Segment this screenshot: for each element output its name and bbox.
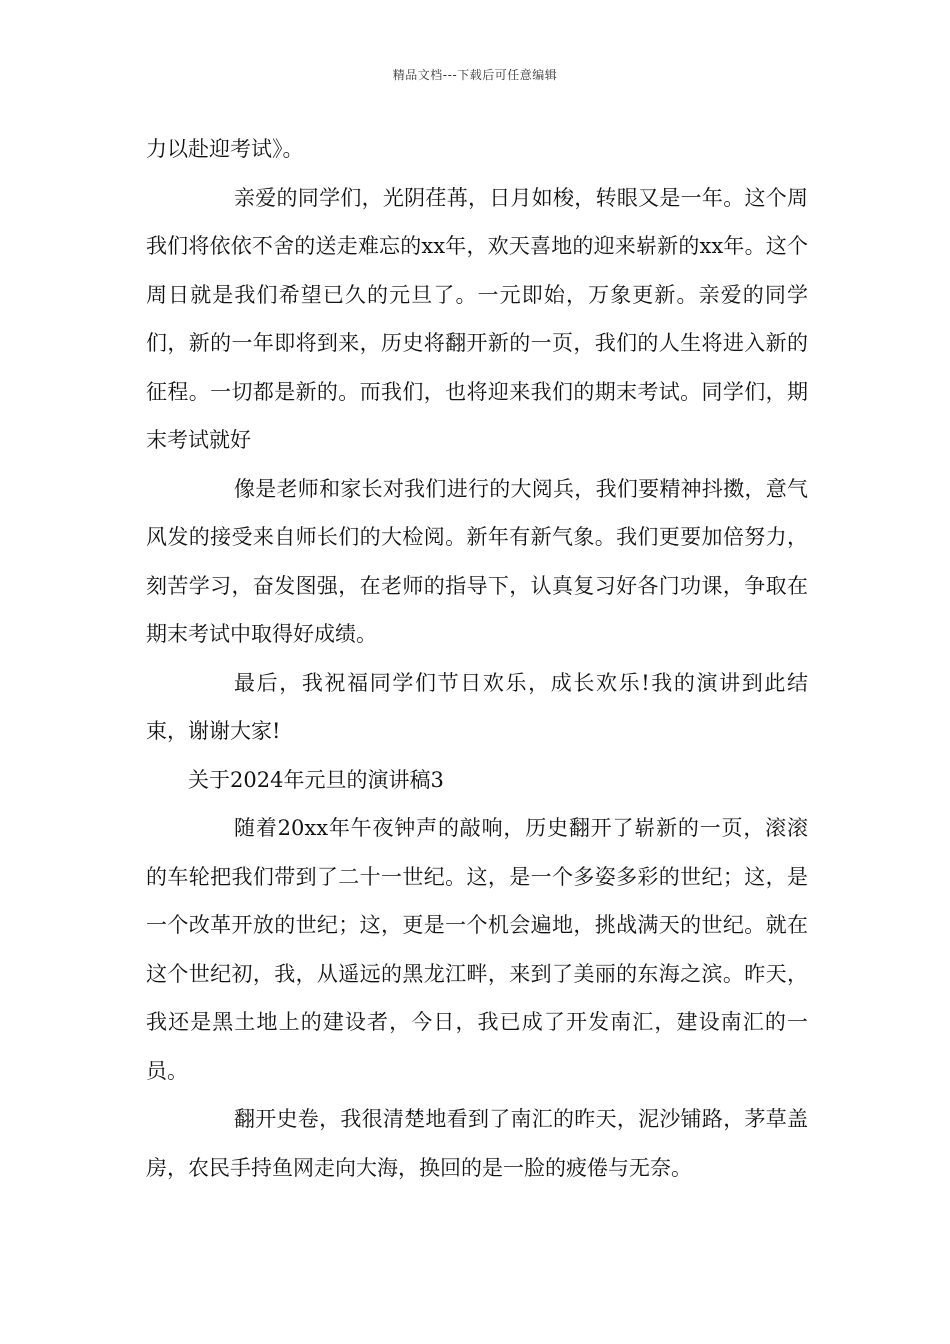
- paragraph: 亲爱的同学们，光阴荏苒，日月如梭，转眼又是一年。这个周我们将依依不舍的送走难忘的xx年，欢天喜地的迎来崭新的xx年。这个周日就是我们希望已久的元旦了。一元即始，万象更新。亲爱的同学们，新的一年即将到来，历史将翻开新的一页，我们的人生将进入新的征程。一切都是新的。而我们，也将迎来我们的期末考试。同学们，期末考试就好: [146, 185, 808, 452]
- paragraph: 翻开史卷，我很清楚地看到了南汇的昨天，泥沙铺路，茅草盖房，农民手持鱼网走向大海，换回的是一脸的疲倦与无奈。: [146, 1107, 808, 1180]
- paragraph: 随着20xx年午夜钟声的敲响，历史翻开了崭新的一页，滚滚的车轮把我们带到了二十一世纪。这，是一个多姿多彩的世纪；这，是一个改革开放的世纪；这，更是一个机会遍地，挑战满天的世纪。就在这个世纪初，我，从遥远的黑龙江畔，来到了美丽的东海之滨。昨天，我还是黑土地上的建设者，今日，我已成了开发南汇，建设南汇的一员。: [146, 816, 808, 1083]
- page-header: 精品文档---下载后可任意编辑: [392, 68, 558, 82]
- paragraph: 最后，我祝福同学们节日欢乐，成长欢乐!我的演讲到此结束，谢谢大家!: [146, 670, 808, 743]
- section-title: 关于2024年元旦的演讲稿3: [188, 767, 444, 792]
- paragraph-continuation: 力以赴迎考试》。: [146, 137, 304, 161]
- paragraph: 像是老师和家长对我们进行的大阅兵，我们要精神抖擞，意气风发的接受来自师长们的大检阅。新年有新气象。我们更要加倍努力，刻苦学习，奋发图强，在老师的指导下，认真复习好各门功课，争取在期末考试中取得好成绩。: [146, 476, 808, 646]
- document-body: [146, 125, 808, 1192]
